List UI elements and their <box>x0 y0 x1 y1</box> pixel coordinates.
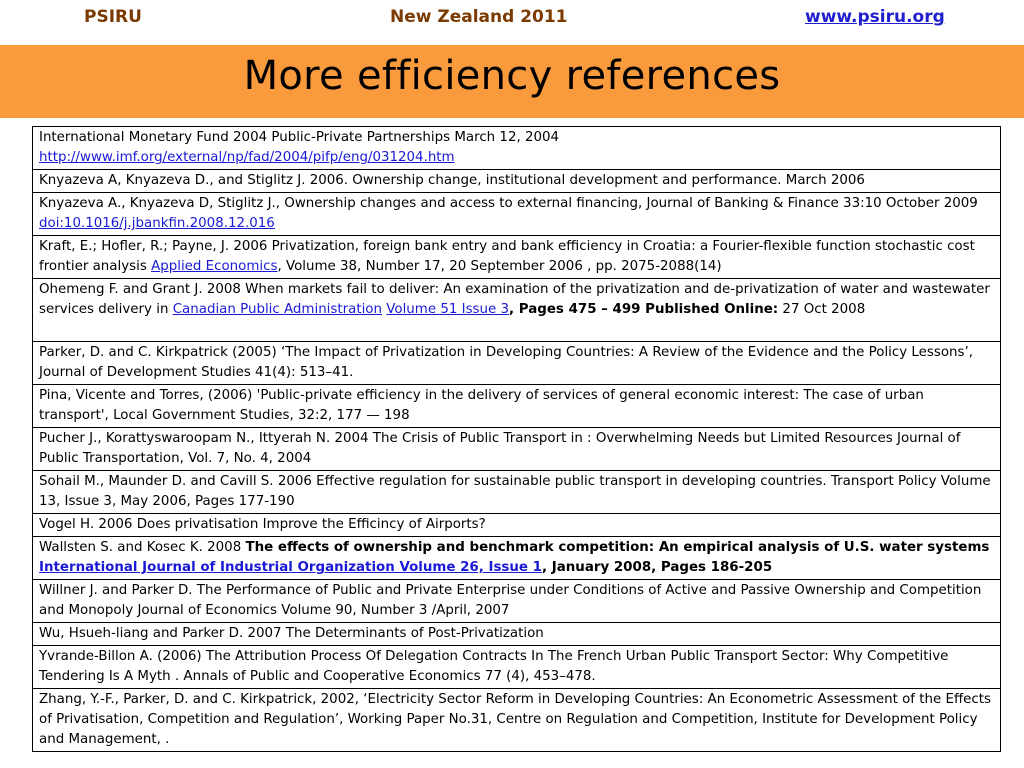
reference-text: Pina, Vicente and Torres, (2006) 'Public-private efficiency in the delivery of services of general economic interest: The case of urban transport', Local Government Studies, 32:2, 177 — 198 <box>39 388 924 423</box>
table-row <box>33 193 1001 236</box>
table-row <box>33 342 1001 385</box>
reference-link[interactable]: Canadian Public Administration <box>172 302 382 317</box>
reference-text: Kraft, E.; Hofler, R.; Payne, J. 2006 Privatization, foreign bank entry and bank efficiency in Croatia: a Fourier-flexible function stochastic cost frontier analysis <box>39 239 975 274</box>
table-row <box>33 646 1001 689</box>
title-band <box>0 45 1024 118</box>
table-row <box>33 514 1001 537</box>
reference-cell-zhang <box>33 689 1001 752</box>
reference-link[interactable]: International Journal of Industrial Organization Volume 26, Issue 1 <box>39 560 542 575</box>
reference-cell-wallsten <box>33 537 1001 580</box>
reference-cell-vogel <box>33 514 1001 537</box>
reference-text: Ohemeng F. and Grant J. 2008 When markets fail to deliver: An examination of the privatization and de-privatization of water and wastewater services delivery in <box>39 282 990 317</box>
reference-text: Willner J. and Parker D. The Performance of Public and Private Enterprise under Conditions of Active and Passive Ownership and Competition and Monopoly Journal of Economics Volume 90, Number 3 /April, 2007 <box>39 583 982 618</box>
header-website-link[interactable]: www.psiru.org <box>805 7 945 27</box>
header-org-label: PSIRU <box>84 7 142 27</box>
table-row <box>33 537 1001 580</box>
table-row <box>33 170 1001 193</box>
table-row <box>33 385 1001 428</box>
reference-text: Wu, Hsueh-liang and Parker D. 2007 The Determinants of Post-Privatization <box>39 626 544 641</box>
reference-text: Zhang, Y.-F., Parker, D. and C. Kirkpatrick, 2002, ‘Electricity Sector Reform in Developing Countries: An Econometric Assessment of the Effects of Privatisation, Competition and Regulation’, Working Paper No.31, Centre on Regulation and Competition, Institute for Development Policy and Management, . <box>39 692 991 747</box>
reference-text-continued: 27 Oct 2008 <box>778 302 866 317</box>
reference-bold-text: , Pages 475 – 499 Published Online: <box>509 302 779 317</box>
reference-cell-imf <box>33 127 1001 170</box>
reference-bold-text: , January 2008, Pages 186-205 <box>542 560 773 575</box>
reference-text-continued: , Volume 38, Number 17, 20 September 2006 , pp. 2075-2088(14) <box>277 259 722 274</box>
reference-text: International Monetary Fund 2004 Public-Private Partnerships March 12, 2004 <box>39 130 560 145</box>
header-event-label: New Zealand 2011 <box>390 7 568 27</box>
reference-cell-yvrande-billon <box>33 646 1001 689</box>
reference-bold-title: The effects of ownership and benchmark competition: An empirical analysis of U.S. water systems <box>245 540 990 555</box>
table-row <box>33 623 1001 646</box>
reference-cell-pina <box>33 385 1001 428</box>
page-title: More efficiency references <box>243 53 781 99</box>
table-row <box>33 279 1001 342</box>
table-row <box>33 471 1001 514</box>
reference-cell-sohail <box>33 471 1001 514</box>
reference-text: Vogel H. 2006 Does privatisation Improve the Efficincy of Airports? <box>39 517 486 532</box>
table-row <box>33 580 1001 623</box>
reference-cell-willner <box>33 580 1001 623</box>
reference-cell-wu <box>33 623 1001 646</box>
reference-cell-pucher <box>33 428 1001 471</box>
reference-cell-kraft <box>33 236 1001 279</box>
reference-text: Yvrande-Billon A. (2006) The Attribution Process Of Delegation Contracts In The French Urban Public Transport Sector: Why Competitive Tendering Is A Myth . Annals of Public and Cooperative Economics 77 (4), 453–478. <box>39 649 949 684</box>
reference-link[interactable]: http://www.imf.org/external/np/fad/2004/pifp/eng/031204.htm <box>39 150 455 165</box>
reference-text: Knyazeva A., Knyazeva D, Stiglitz J., Ownership changes and access to external financing, Journal of Banking & Finance 33:10 October 2009 <box>39 196 978 211</box>
reference-link[interactable]: Applied Economics <box>151 259 278 274</box>
reference-link-issue[interactable]: Volume 51 Issue 3 <box>386 302 510 317</box>
reference-cell-knyazeva-2006 <box>33 170 1001 193</box>
table-row <box>33 689 1001 752</box>
references-table <box>32 126 1001 752</box>
reference-cell-knyazeva-2009 <box>33 193 1001 236</box>
table-row <box>33 127 1001 170</box>
reference-link[interactable]: doi:10.1016/j.jbankfin.2008.12.016 <box>39 216 275 231</box>
table-row <box>33 236 1001 279</box>
reference-cell-parker-kirkpatrick <box>33 342 1001 385</box>
reference-text: Pucher J., Korattyswaroopam N., Ittyerah N. 2004 The Crisis of Public Transport in : Overwhelming Needs but Limited Resources Journal of Public Transportation, Vol. 7, No. 4, 2004 <box>39 431 961 466</box>
table-row <box>33 428 1001 471</box>
slide-header <box>0 0 1024 44</box>
reference-cell-ohemeng <box>33 279 1001 342</box>
reference-text: Wallsten S. and Kosec K. 2008 <box>39 540 246 555</box>
reference-text: Parker, D. and C. Kirkpatrick (2005) ‘The Impact of Privatization in Developing Countries: A Review of the Evidence and the Policy Lessons’, Journal of Development Studies 41(4): 513–41. <box>39 345 974 380</box>
reference-text: Knyazeva A, Knyazeva D., and Stiglitz J. 2006. Ownership change, institutional development and performance. March 2006 <box>39 173 865 188</box>
reference-text: Sohail M., Maunder D. and Cavill S. 2006 Effective regulation for sustainable public transport in developing countries. Transport Policy Volume 13, Issue 3, May 2006, Pages 177-190 <box>39 474 991 509</box>
